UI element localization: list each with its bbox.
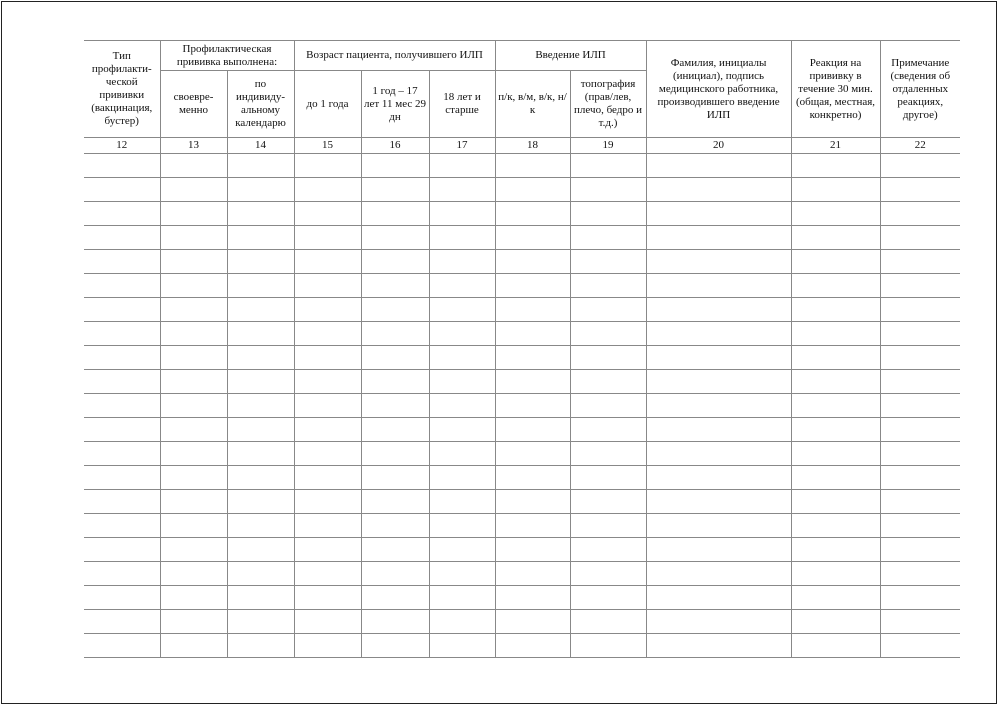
- entry-cell[interactable]: [495, 154, 570, 178]
- column-number: 16: [361, 138, 429, 154]
- entry-cell[interactable]: [880, 490, 960, 514]
- entry-cell[interactable]: [646, 418, 791, 442]
- header-age-group: Возраст пациента, получившего ИЛП: [294, 41, 495, 71]
- entry-cell[interactable]: [84, 226, 160, 250]
- entry-cell[interactable]: [570, 178, 646, 202]
- table-row: [84, 418, 960, 442]
- entry-cell[interactable]: [227, 250, 294, 274]
- entry-cell[interactable]: [84, 154, 160, 178]
- entry-cell[interactable]: [791, 322, 880, 346]
- entry-cell[interactable]: [880, 394, 960, 418]
- entry-cell[interactable]: [227, 370, 294, 394]
- entry-cell[interactable]: [646, 610, 791, 634]
- entry-cell[interactable]: [160, 562, 227, 586]
- header-reaction: Реакция на прививку в течение 30 мин. (общая, местная, конкретно): [791, 41, 880, 138]
- entry-cell[interactable]: [880, 418, 960, 442]
- column-number: 15: [294, 138, 361, 154]
- entry-cell[interactable]: [227, 490, 294, 514]
- entry-cell[interactable]: [495, 394, 570, 418]
- entry-cell[interactable]: [880, 346, 960, 370]
- entry-cell[interactable]: [880, 442, 960, 466]
- entry-cell[interactable]: [429, 562, 495, 586]
- entry-cell[interactable]: [429, 274, 495, 298]
- entry-cell[interactable]: [646, 538, 791, 562]
- entry-cell[interactable]: [495, 466, 570, 490]
- table-row: [84, 346, 960, 370]
- entry-cell[interactable]: [361, 154, 429, 178]
- entry-cell[interactable]: [361, 538, 429, 562]
- entry-cell[interactable]: [294, 298, 361, 322]
- entry-cell[interactable]: [646, 178, 791, 202]
- entry-cell[interactable]: [294, 418, 361, 442]
- entry-cell[interactable]: [160, 538, 227, 562]
- entry-cell[interactable]: [361, 562, 429, 586]
- entry-cell[interactable]: [570, 442, 646, 466]
- entry-cell[interactable]: [495, 322, 570, 346]
- entry-cell[interactable]: [880, 514, 960, 538]
- entry-cell[interactable]: [294, 394, 361, 418]
- header-admin-group: Введение ИЛП: [495, 41, 646, 71]
- entry-cell[interactable]: [429, 514, 495, 538]
- entry-cell[interactable]: [495, 346, 570, 370]
- entry-cell[interactable]: [361, 346, 429, 370]
- entry-cell[interactable]: [160, 514, 227, 538]
- entry-cell[interactable]: [361, 322, 429, 346]
- column-number-row: [84, 138, 960, 154]
- entry-cell[interactable]: [227, 178, 294, 202]
- entry-cell[interactable]: [570, 226, 646, 250]
- entry-cell[interactable]: [429, 346, 495, 370]
- entry-cell[interactable]: [429, 610, 495, 634]
- entry-cell[interactable]: [880, 586, 960, 610]
- entry-cell[interactable]: [84, 394, 160, 418]
- entry-cell[interactable]: [227, 154, 294, 178]
- entry-cell[interactable]: [646, 442, 791, 466]
- entry-cell[interactable]: [160, 610, 227, 634]
- entry-cell[interactable]: [570, 466, 646, 490]
- entry-cell[interactable]: [429, 586, 495, 610]
- entry-cell[interactable]: [791, 562, 880, 586]
- entry-cell[interactable]: [791, 154, 880, 178]
- entry-cell[interactable]: [84, 298, 160, 322]
- table-row: [84, 490, 960, 514]
- entry-cell[interactable]: [160, 154, 227, 178]
- entry-cell[interactable]: [570, 634, 646, 658]
- entry-cell[interactable]: [227, 274, 294, 298]
- entry-cell[interactable]: [294, 514, 361, 538]
- entry-cell[interactable]: [294, 226, 361, 250]
- entry-cell[interactable]: [495, 418, 570, 442]
- entry-cell[interactable]: [495, 562, 570, 586]
- table-row: [84, 178, 960, 202]
- entry-cell[interactable]: [429, 490, 495, 514]
- header-age-18plus: 18 лет и старше: [429, 71, 495, 138]
- entry-cell[interactable]: [880, 202, 960, 226]
- entry-cell[interactable]: [495, 442, 570, 466]
- entry-cell[interactable]: [791, 274, 880, 298]
- entry-cell[interactable]: [429, 178, 495, 202]
- table-row: [84, 586, 960, 610]
- entry-cell[interactable]: [495, 370, 570, 394]
- entry-cell[interactable]: [570, 490, 646, 514]
- entry-cell[interactable]: [294, 370, 361, 394]
- entry-cell[interactable]: [84, 514, 160, 538]
- entry-cell[interactable]: [84, 346, 160, 370]
- table-row: [84, 154, 960, 178]
- entry-cell[interactable]: [160, 274, 227, 298]
- header-row-top: [84, 41, 960, 71]
- entry-cell[interactable]: [294, 178, 361, 202]
- entry-cell[interactable]: [361, 298, 429, 322]
- entry-cell[interactable]: [227, 346, 294, 370]
- entry-cell[interactable]: [429, 394, 495, 418]
- table-row: [84, 562, 960, 586]
- entry-cell[interactable]: [429, 202, 495, 226]
- table-row: [84, 322, 960, 346]
- entry-cell[interactable]: [880, 226, 960, 250]
- entry-cell[interactable]: [361, 370, 429, 394]
- column-number: 14: [227, 138, 294, 154]
- entry-cell[interactable]: [294, 322, 361, 346]
- entry-cell[interactable]: [495, 586, 570, 610]
- entry-cell[interactable]: [84, 634, 160, 658]
- entry-cell[interactable]: [646, 466, 791, 490]
- header-age-under1: до 1 года: [294, 71, 361, 138]
- entry-cell[interactable]: [160, 346, 227, 370]
- entry-cell[interactable]: [160, 322, 227, 346]
- entry-cell[interactable]: [227, 322, 294, 346]
- entry-cell[interactable]: [791, 178, 880, 202]
- entry-cell[interactable]: [429, 226, 495, 250]
- entry-cell[interactable]: [791, 202, 880, 226]
- entry-cell[interactable]: [429, 538, 495, 562]
- table-row: [84, 370, 960, 394]
- table-row: [84, 202, 960, 226]
- entry-cell[interactable]: [160, 394, 227, 418]
- table-row: [84, 274, 960, 298]
- entry-cell[interactable]: [84, 370, 160, 394]
- column-number: 18: [495, 138, 570, 154]
- entry-cell[interactable]: [361, 514, 429, 538]
- header-vaccination-type: Тип профилактической прививки (вакцинация, бустер): [84, 41, 160, 138]
- journal-body: [84, 154, 960, 658]
- column-number: 20: [646, 138, 791, 154]
- entry-cell[interactable]: [227, 226, 294, 250]
- entry-cell[interactable]: [880, 274, 960, 298]
- entry-cell[interactable]: [160, 178, 227, 202]
- header-age-1to17: 1 год – 17 лет 11 мес 29 дн: [361, 71, 429, 138]
- entry-cell[interactable]: [227, 418, 294, 442]
- entry-cell[interactable]: [570, 370, 646, 394]
- entry-cell[interactable]: [880, 466, 960, 490]
- entry-cell[interactable]: [880, 562, 960, 586]
- table-row: [84, 250, 960, 274]
- entry-cell[interactable]: [791, 442, 880, 466]
- entry-cell[interactable]: [570, 298, 646, 322]
- entry-cell[interactable]: [570, 418, 646, 442]
- entry-cell[interactable]: [227, 298, 294, 322]
- entry-cell[interactable]: [361, 274, 429, 298]
- table-row: [84, 394, 960, 418]
- entry-cell[interactable]: [495, 274, 570, 298]
- entry-cell[interactable]: [495, 226, 570, 250]
- entry-cell[interactable]: [646, 226, 791, 250]
- entry-cell[interactable]: [429, 634, 495, 658]
- entry-cell[interactable]: [646, 154, 791, 178]
- entry-cell[interactable]: [429, 466, 495, 490]
- entry-cell[interactable]: [880, 154, 960, 178]
- entry-cell[interactable]: [160, 418, 227, 442]
- column-number: 22: [880, 138, 960, 154]
- entry-cell[interactable]: [84, 418, 160, 442]
- entry-cell[interactable]: [361, 586, 429, 610]
- entry-cell[interactable]: [570, 514, 646, 538]
- entry-cell[interactable]: [791, 418, 880, 442]
- entry-cell[interactable]: [646, 586, 791, 610]
- entry-cell[interactable]: [361, 442, 429, 466]
- entry-cell[interactable]: [429, 322, 495, 346]
- entry-cell[interactable]: [880, 322, 960, 346]
- vaccination-journal-table: [84, 40, 960, 658]
- entry-cell[interactable]: [791, 610, 880, 634]
- entry-cell[interactable]: [227, 442, 294, 466]
- entry-cell[interactable]: [294, 250, 361, 274]
- entry-cell[interactable]: [227, 634, 294, 658]
- entry-cell[interactable]: [227, 562, 294, 586]
- column-number: 19: [570, 138, 646, 154]
- entry-cell[interactable]: [294, 274, 361, 298]
- entry-cell[interactable]: [570, 586, 646, 610]
- entry-cell[interactable]: [791, 538, 880, 562]
- table-row: [84, 442, 960, 466]
- column-number: 17: [429, 138, 495, 154]
- entry-cell[interactable]: [294, 562, 361, 586]
- entry-cell[interactable]: [160, 298, 227, 322]
- entry-cell[interactable]: [880, 610, 960, 634]
- entry-cell[interactable]: [227, 394, 294, 418]
- entry-cell[interactable]: [646, 322, 791, 346]
- table-row: [84, 634, 960, 658]
- table-row: [84, 610, 960, 634]
- entry-cell[interactable]: [160, 466, 227, 490]
- table-row: [84, 466, 960, 490]
- entry-cell[interactable]: [646, 346, 791, 370]
- entry-cell[interactable]: [227, 610, 294, 634]
- entry-cell[interactable]: [227, 202, 294, 226]
- entry-cell[interactable]: [361, 250, 429, 274]
- entry-cell[interactable]: [646, 514, 791, 538]
- entry-cell[interactable]: [160, 634, 227, 658]
- entry-cell[interactable]: [791, 466, 880, 490]
- entry-cell[interactable]: [160, 586, 227, 610]
- entry-cell[interactable]: [361, 418, 429, 442]
- entry-cell[interactable]: [880, 634, 960, 658]
- entry-cell[interactable]: [570, 274, 646, 298]
- entry-cell[interactable]: [570, 250, 646, 274]
- column-number: 12: [84, 138, 160, 154]
- entry-cell[interactable]: [495, 538, 570, 562]
- entry-cell[interactable]: [160, 370, 227, 394]
- entry-cell[interactable]: [791, 514, 880, 538]
- entry-cell[interactable]: [160, 202, 227, 226]
- entry-cell[interactable]: [84, 586, 160, 610]
- entry-cell[interactable]: [84, 466, 160, 490]
- entry-cell[interactable]: [646, 298, 791, 322]
- header-medical-worker: Фамилия, инициалы (инициал), подпись медицинского работника, производившего введение ИЛП: [646, 41, 791, 138]
- entry-cell[interactable]: [160, 226, 227, 250]
- entry-cell[interactable]: [84, 250, 160, 274]
- entry-cell[interactable]: [294, 586, 361, 610]
- entry-cell[interactable]: [495, 610, 570, 634]
- entry-cell[interactable]: [361, 226, 429, 250]
- table-row: [84, 298, 960, 322]
- entry-cell[interactable]: [160, 250, 227, 274]
- table-row: [84, 226, 960, 250]
- entry-cell[interactable]: [646, 370, 791, 394]
- entry-cell[interactable]: [160, 490, 227, 514]
- entry-cell[interactable]: [429, 154, 495, 178]
- entry-cell[interactable]: [646, 202, 791, 226]
- header-note: Примечание (сведения об отдаленных реакциях, другое): [880, 41, 960, 138]
- entry-cell[interactable]: [84, 490, 160, 514]
- entry-cell[interactable]: [495, 634, 570, 658]
- entry-cell[interactable]: [570, 562, 646, 586]
- entry-cell[interactable]: [84, 538, 160, 562]
- entry-cell[interactable]: [570, 346, 646, 370]
- entry-cell[interactable]: [646, 490, 791, 514]
- entry-cell[interactable]: [880, 250, 960, 274]
- entry-cell[interactable]: [570, 538, 646, 562]
- entry-cell[interactable]: [791, 634, 880, 658]
- entry-cell[interactable]: [361, 634, 429, 658]
- entry-cell[interactable]: [570, 610, 646, 634]
- entry-cell[interactable]: [880, 178, 960, 202]
- entry-cell[interactable]: [429, 418, 495, 442]
- column-number: 13: [160, 138, 227, 154]
- entry-cell[interactable]: [880, 298, 960, 322]
- column-number: 21: [791, 138, 880, 154]
- entry-cell[interactable]: [294, 466, 361, 490]
- entry-cell[interactable]: [294, 154, 361, 178]
- entry-cell[interactable]: [294, 346, 361, 370]
- header-admin-route: п/к, в/м, в/к, н/к: [495, 71, 570, 138]
- entry-cell[interactable]: [227, 538, 294, 562]
- entry-cell[interactable]: [646, 634, 791, 658]
- entry-cell[interactable]: [84, 562, 160, 586]
- entry-cell[interactable]: [791, 346, 880, 370]
- entry-cell[interactable]: [791, 586, 880, 610]
- entry-cell[interactable]: [429, 298, 495, 322]
- entry-cell[interactable]: [495, 202, 570, 226]
- header-done-ontime: своевременно: [160, 71, 227, 138]
- entry-cell[interactable]: [791, 394, 880, 418]
- entry-cell[interactable]: [495, 514, 570, 538]
- entry-cell[interactable]: [791, 490, 880, 514]
- entry-cell[interactable]: [294, 490, 361, 514]
- entry-cell[interactable]: [294, 610, 361, 634]
- entry-cell[interactable]: [570, 202, 646, 226]
- entry-cell[interactable]: [361, 394, 429, 418]
- entry-cell[interactable]: [791, 370, 880, 394]
- entry-cell[interactable]: [84, 178, 160, 202]
- entry-cell[interactable]: [84, 442, 160, 466]
- entry-cell[interactable]: [361, 610, 429, 634]
- entry-cell[interactable]: [495, 298, 570, 322]
- entry-cell[interactable]: [791, 226, 880, 250]
- entry-cell[interactable]: [429, 442, 495, 466]
- entry-cell[interactable]: [495, 250, 570, 274]
- table-row: [84, 514, 960, 538]
- entry-cell[interactable]: [84, 322, 160, 346]
- entry-cell[interactable]: [361, 490, 429, 514]
- entry-cell[interactable]: [646, 562, 791, 586]
- entry-cell[interactable]: [361, 202, 429, 226]
- entry-cell[interactable]: [84, 274, 160, 298]
- entry-cell[interactable]: [227, 466, 294, 490]
- entry-cell[interactable]: [495, 178, 570, 202]
- entry-cell[interactable]: [791, 250, 880, 274]
- table-row: [84, 538, 960, 562]
- entry-cell[interactable]: [294, 202, 361, 226]
- entry-cell[interactable]: [294, 538, 361, 562]
- entry-cell[interactable]: [880, 538, 960, 562]
- entry-cell[interactable]: [570, 322, 646, 346]
- header-done-group: Профилактическая прививка выполнена:: [160, 41, 294, 71]
- entry-cell[interactable]: [84, 202, 160, 226]
- entry-cell[interactable]: [294, 442, 361, 466]
- header-admin-site: топография (прав/лев, плечо, бедро и т.д.): [570, 71, 646, 138]
- entry-cell[interactable]: [429, 370, 495, 394]
- header-done-individual: по индивидуальному календарю: [227, 71, 294, 138]
- entry-cell[interactable]: [361, 466, 429, 490]
- entry-cell[interactable]: [570, 394, 646, 418]
- entry-cell[interactable]: [646, 274, 791, 298]
- entry-cell[interactable]: [791, 298, 880, 322]
- entry-cell[interactable]: [227, 514, 294, 538]
- entry-cell[interactable]: [160, 442, 227, 466]
- entry-cell[interactable]: [646, 250, 791, 274]
- entry-cell[interactable]: [227, 586, 294, 610]
- entry-cell[interactable]: [429, 250, 495, 274]
- entry-cell[interactable]: [294, 634, 361, 658]
- entry-cell[interactable]: [570, 154, 646, 178]
- entry-cell[interactable]: [646, 394, 791, 418]
- entry-cell[interactable]: [84, 610, 160, 634]
- entry-cell[interactable]: [495, 490, 570, 514]
- entry-cell[interactable]: [361, 178, 429, 202]
- entry-cell[interactable]: [880, 370, 960, 394]
